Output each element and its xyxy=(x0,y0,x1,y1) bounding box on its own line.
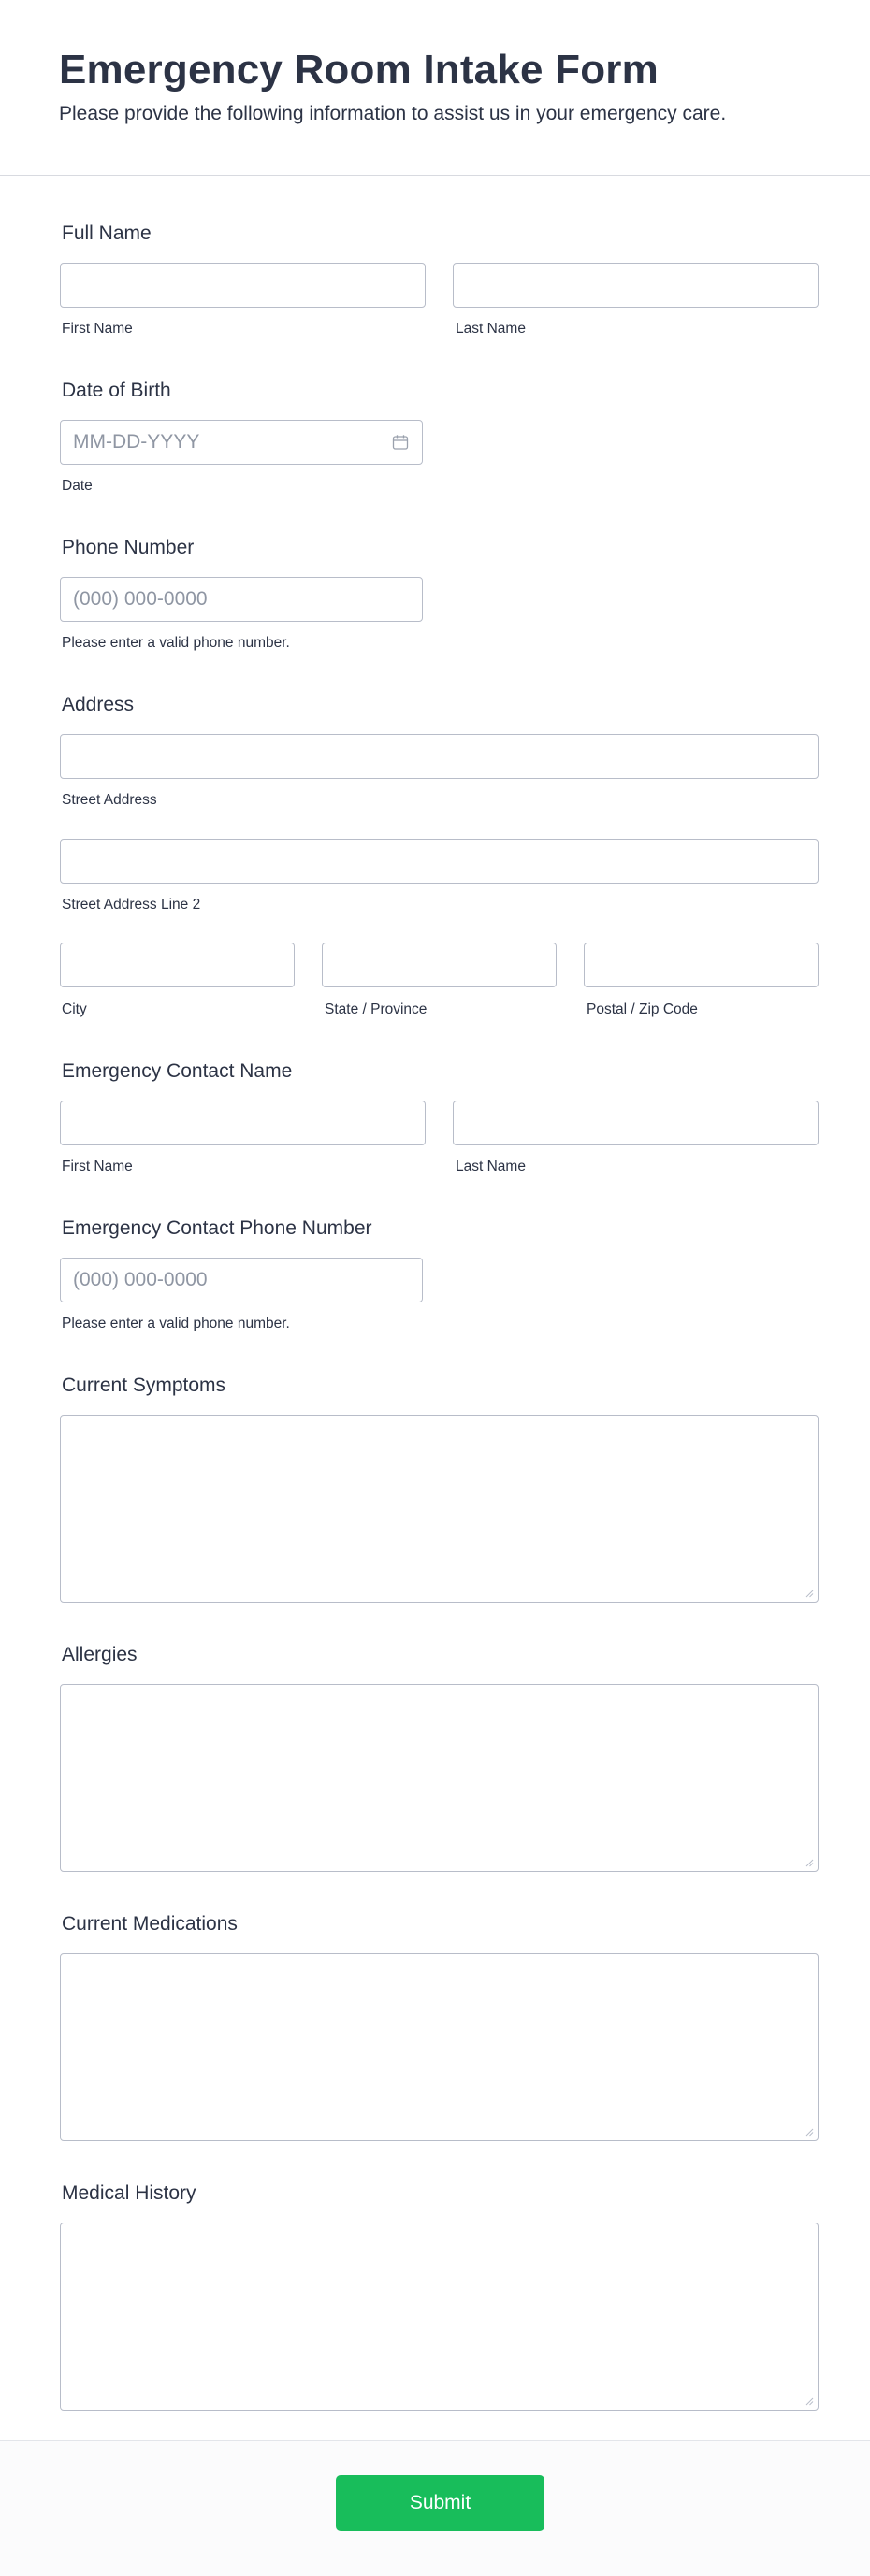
form-header xyxy=(0,0,870,176)
phone-label: Phone Number xyxy=(62,537,195,558)
calendar-icon[interactable] xyxy=(392,434,409,451)
first-name-input[interactable] xyxy=(60,263,426,308)
page-subtitle: Please provide the following information to assist us in your emergency care. xyxy=(59,103,727,124)
resize-grip-icon[interactable] xyxy=(805,1858,814,1867)
resize-grip-icon[interactable] xyxy=(805,2127,814,2137)
address-label: Address xyxy=(62,694,135,715)
emergency-phone-input[interactable] xyxy=(60,1258,423,1302)
street-address-line2-input[interactable] xyxy=(60,839,819,884)
submit-button[interactable]: Submit xyxy=(336,2475,544,2531)
medications-textarea[interactable] xyxy=(60,1953,819,2141)
phone-input[interactable] xyxy=(60,577,423,622)
emergency-contact-name-label: Emergency Contact Name xyxy=(62,1060,293,1082)
last-name-input[interactable] xyxy=(453,263,819,308)
symptoms-label: Current Symptoms xyxy=(62,1374,226,1396)
medical-history-label: Medical History xyxy=(62,2182,196,2204)
symptoms-textarea[interactable] xyxy=(60,1415,819,1603)
street-address-line2-sublabel: Street Address Line 2 xyxy=(62,897,201,913)
phone-sublabel: Please enter a valid phone number. xyxy=(62,635,290,651)
city-sublabel: City xyxy=(62,1001,87,1017)
full-name-label: Full Name xyxy=(62,223,152,244)
street-address-input[interactable] xyxy=(60,734,819,779)
allergies-label: Allergies xyxy=(62,1644,138,1665)
zip-sublabel: Postal / Zip Code xyxy=(587,1001,698,1017)
emergency-phone-label: Emergency Contact Phone Number xyxy=(62,1217,372,1239)
city-input[interactable] xyxy=(60,943,295,987)
page-title: Emergency Room Intake Form xyxy=(59,47,659,93)
emergency-first-name-input[interactable] xyxy=(60,1101,426,1145)
dob-input[interactable] xyxy=(60,420,423,465)
first-name-sublabel: First Name xyxy=(62,321,133,337)
medications-label: Current Medications xyxy=(62,1913,238,1935)
street-address-sublabel: Street Address xyxy=(62,792,157,808)
last-name-sublabel: Last Name xyxy=(456,321,526,337)
zip-input[interactable] xyxy=(584,943,819,987)
dob-sublabel: Date xyxy=(62,478,93,494)
dob-label: Date of Birth xyxy=(62,380,171,401)
allergies-textarea[interactable] xyxy=(60,1684,819,1872)
state-sublabel: State / Province xyxy=(325,1001,428,1017)
medical-history-textarea[interactable] xyxy=(60,2223,819,2411)
emergency-phone-sublabel: Please enter a valid phone number. xyxy=(62,1316,290,1331)
emergency-last-name-input[interactable] xyxy=(453,1101,819,1145)
emergency-last-name-sublabel: Last Name xyxy=(456,1158,526,1174)
state-input[interactable] xyxy=(322,943,557,987)
emergency-first-name-sublabel: First Name xyxy=(62,1158,133,1174)
resize-grip-icon[interactable] xyxy=(805,2396,814,2406)
resize-grip-icon[interactable] xyxy=(805,1589,814,1598)
